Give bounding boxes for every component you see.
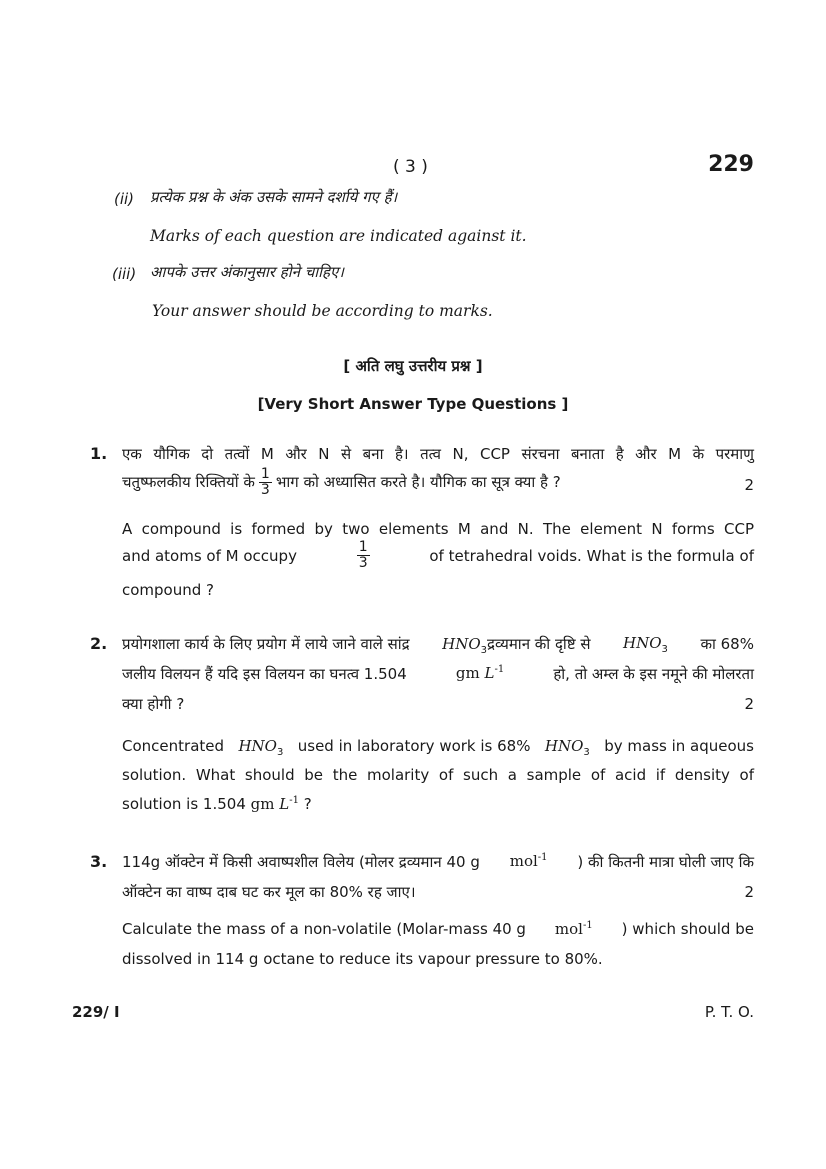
section-title-english: [Very Short Answer Type Questions ] — [257, 395, 569, 413]
formula-text: HNO — [238, 737, 277, 755]
instruction-number: (iii) — [112, 265, 137, 283]
text-segment: प्रयोगशाला कार्य के लिए प्रयोग में लाये जाने वाले सांद्र — [122, 635, 410, 653]
unit-exponent: -1 — [537, 852, 548, 863]
question-1-hindi-line2 — [122, 467, 754, 498]
formula-text: HNO — [623, 634, 662, 652]
chem-formula — [545, 737, 590, 758]
question-2-english-line1 — [122, 737, 754, 758]
text-segment: used in laboratory work is 68% — [297, 737, 531, 755]
unit-exponent: -1 — [289, 795, 299, 806]
formula-text: HNO — [544, 737, 584, 755]
fraction-denominator: 3 — [358, 555, 368, 571]
question-1-english-line1: A compound is formed by two elements M and N. The element N forms CCP — [122, 520, 754, 538]
question-number: 2. — [90, 634, 108, 653]
text-segment: Concentrated — [122, 737, 225, 755]
text-segment: भाग को अध्यासित करते है। यौगिक का सूत्र क्या है ? — [275, 473, 561, 491]
instruction-number: (ii) — [114, 190, 135, 208]
pto-label: P. T. O. — [704, 1003, 754, 1021]
text-segment: of tetrahedral voids. What is the formula of — [429, 546, 754, 565]
fraction-denominator: 3 — [260, 482, 270, 498]
section-title-hindi: [ अति लघु उत्तरीय प्रश्न ] — [343, 357, 483, 375]
unit-gm: gm — [455, 664, 480, 682]
unit-exponent: -1 — [494, 664, 505, 675]
text-segment: जलीय विलयन हैं यदि इस विलयन का घनत्व 1.504 — [122, 665, 407, 683]
question-2-hindi-line2 — [122, 664, 754, 684]
formula-text: HNO — [442, 635, 481, 653]
question-3-hindi-line2: ऑक्टेन का वाष्प दाब घट कर मूल का 80% रह जाए। — [122, 883, 416, 901]
question-1-hindi-line1: एक यौगिक दो तत्वों M और N से बना है। तत्व N, CCP संरचना बनाता है और M के परमाणु — [122, 445, 754, 463]
text-segment: ? — [303, 795, 312, 813]
unit-l: L — [484, 664, 495, 682]
chem-formula — [442, 634, 590, 656]
question-1-english-line3: compound ? — [122, 581, 214, 599]
text-segment: का 68% — [700, 635, 754, 653]
instruction-hindi: प्रत्येक प्रश्न के अंक उसके सामने दर्शाये गए हैं। — [150, 188, 398, 206]
question-3-english-line2: dissolved in 114 g octane to reduce its vapour pressure to 80%. — [122, 950, 603, 968]
text-segment: and atoms of M occupy — [122, 546, 297, 565]
unit — [251, 795, 299, 813]
unit — [510, 852, 548, 872]
unit — [456, 664, 504, 684]
text-segment: चतुष्फलकीय रिक्तियों के — [122, 473, 255, 491]
instruction-hindi: आपके उत्तर अंकानुसार होने चाहिए। — [150, 263, 344, 281]
question-number: 3. — [90, 852, 108, 871]
fraction-numerator: 1 — [358, 539, 368, 555]
unit — [555, 920, 593, 938]
chem-formula — [238, 737, 283, 758]
formula-subscript: 3 — [661, 644, 668, 655]
question-2-hindi-line1 — [122, 634, 754, 656]
unit-l: L — [279, 795, 290, 813]
unit-mol: mol — [509, 852, 538, 870]
fraction — [259, 467, 272, 498]
text-segment: solution is 1.504 — [122, 795, 246, 813]
question-2-english-line3 — [122, 795, 754, 813]
paper-code: 229 — [708, 152, 754, 177]
text-segment: ) which should be — [621, 920, 754, 938]
text-segment: ) की कितनी मात्रा घोली जाए कि — [577, 853, 754, 871]
text-segment: हो, तो अम्ल के इस नमूने की मोलरता — [553, 665, 754, 683]
formula-subscript: 3 — [480, 645, 488, 656]
text-segment: Calculate the mass of a non-volatile (Molar-mass 40 g — [122, 920, 526, 938]
question-number: 1. — [90, 444, 108, 463]
unit-mol: mol — [554, 920, 583, 938]
question-marks: 2 — [744, 883, 754, 901]
question-2-english-line2: solution. What should be the molarity of such a sample of acid if density of — [122, 766, 754, 784]
question-2-hindi-line3: क्या होगी ? — [122, 695, 185, 713]
question-marks: 2 — [744, 476, 754, 494]
text-segment: 114g ऑक्टेन में किसी अवाष्पशील विलेय (मोलर द्रव्यमान 40 g — [122, 853, 480, 871]
unit-gm: gm — [250, 795, 275, 813]
question-marks: 2 — [744, 695, 754, 713]
fraction — [357, 540, 370, 571]
question-3-hindi-line1 — [122, 852, 754, 872]
text-segment: by mass in aqueous — [604, 737, 754, 755]
instruction-english: Your answer should be according to marks. — [152, 302, 493, 320]
text-segment: द्रव्यमान की दृष्टि से — [487, 635, 591, 653]
page-marker: ( 3 ) — [393, 157, 428, 177]
formula-subscript: 3 — [583, 747, 590, 758]
question-3-english-line1 — [122, 920, 754, 938]
unit-exponent: -1 — [582, 920, 593, 931]
formula-subscript: 3 — [276, 747, 284, 758]
chem-formula — [623, 634, 668, 656]
instruction-english: Marks of each question are indicated against it. — [150, 227, 527, 245]
question-1-english-line2 — [122, 540, 754, 571]
footer-code: 229/ I — [72, 1003, 120, 1021]
fraction-numerator: 1 — [260, 466, 270, 482]
